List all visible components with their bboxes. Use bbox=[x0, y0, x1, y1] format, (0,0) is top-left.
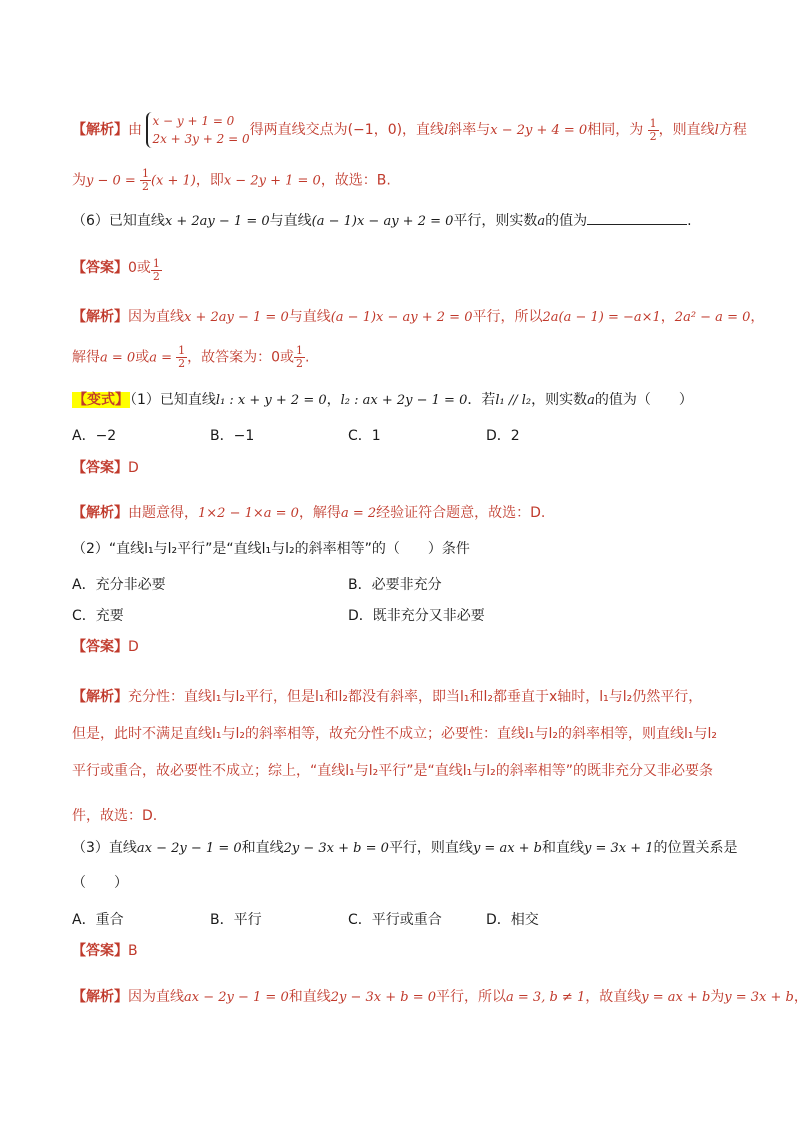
option-a[interactable]: A．重合 bbox=[72, 912, 124, 928]
jiexi-6-line-2: 解得a = 0或a = $\frac{1}{2}$ ，故答案为：0或 $\frac{1}{2}$ . bbox=[72, 344, 310, 370]
variant-3-jiexi: 【解析】因为直线ax − 2y − 1 = 0和直线2y − 3x + b = 0平行，所以a = 3, b ≠ 1，故直线y = ax + b为y = 3x + b， bbox=[72, 989, 808, 1005]
variant-3-answer: 【答案】B bbox=[72, 943, 138, 959]
variant-question-1: 【变式】（1）已知直线l₁ : x + y + 2 = 0，l₂ : ax + 2y − 1 = 0．若l₁ // l₂，则实数a的值为（ ） bbox=[73, 392, 693, 408]
variant-1-jiexi: 【解析】由题意得，1×2 − 1×a = 0，解得a = 2经验证符合题意，故选：D. bbox=[72, 505, 546, 521]
answer-blank bbox=[587, 210, 687, 225]
variant-question-2: （2）“直线l₁与l₂平行”是“直线l₁与l₂的斜率相等”的（ ）条件 bbox=[72, 541, 470, 557]
option-b[interactable]: B．−1 bbox=[210, 428, 255, 444]
option-d[interactable]: D．既非充分又非必要 bbox=[348, 608, 485, 624]
option-a[interactable]: A．充分非必要 bbox=[72, 577, 166, 593]
variant-2-options-row-2 bbox=[72, 606, 722, 626]
jiexi-block-1-line-1: 【解析】由 x − y + 1 = 0 2x + 3y + 2 = 0 得两直线交点为(−1，0)，直线l斜率与x − 2y + 4 = 0相同，为 $\frac{1}{2}$ ，则直线l方程 bbox=[72, 114, 747, 146]
option-d[interactable]: D．相交 bbox=[486, 912, 539, 928]
jiexi-6-line-1: 【解析】因为直线x + 2ay − 1 = 0与直线(a − 1)x − ay + 2 = 0平行，所以2a(a − 1) = −a×1，2a² − a = 0， bbox=[72, 309, 765, 325]
variant-3-options bbox=[72, 910, 722, 930]
equation-system: x − y + 1 = 0 2x + 3y + 2 = 0 bbox=[146, 112, 249, 148]
variant-2-jiexi-line-3: 平行或重合，故必要性不成立；综上，“直线l₁与l₂平行”是“直线l₁与l₂的斜率相等”的既非充分又非必要条 bbox=[72, 763, 714, 779]
option-d[interactable]: D．2 bbox=[486, 428, 520, 444]
option-b[interactable]: B．必要非充分 bbox=[348, 577, 442, 593]
variant-2-jiexi-line-2: 但是，此时不满足直线l₁与l₂的斜率相等，故充分性不成立；必要性：直线l₁与l₂的斜率相等，则直线l₁与l₂ bbox=[72, 726, 718, 742]
option-c[interactable]: C．1 bbox=[348, 428, 381, 444]
variant-1-answer: 【答案】D bbox=[72, 460, 139, 476]
variant-2-options-row-1 bbox=[72, 575, 722, 595]
variant-1-options bbox=[72, 426, 722, 446]
question-6: （6）已知直线x + 2ay − 1 = 0与直线(a − 1)x − ay + 2 = 0平行，则实数a的值为 . bbox=[72, 210, 692, 232]
option-a[interactable]: A．−2 bbox=[72, 428, 117, 444]
variant-2-jiexi-line-4: 件，故选：D. bbox=[72, 808, 158, 824]
option-c[interactable]: C．平行或重合 bbox=[348, 912, 442, 928]
variant-2-jiexi-line-1: 【解析】充分性：直线l₁与l₂平行，但是l₁和l₂都没有斜率，即当l₁和l₂都垂直于x轴时，l₁与l₂仍然平行， bbox=[72, 689, 703, 705]
fraction: $\frac{1}{2}$ bbox=[649, 116, 657, 143]
answer-6: 【答案】0或 $\frac{1}{2}$ bbox=[72, 257, 160, 283]
jiexi-label: 【解析】 bbox=[72, 122, 128, 138]
variant-2-answer: 【答案】D bbox=[72, 639, 139, 655]
option-c[interactable]: C．充要 bbox=[72, 608, 124, 624]
jiexi-block-1-line-2: 为y − 0 = $\frac{1}{2}$ (x + 1)，即x − 2y + 1 = 0，故选：B. bbox=[72, 167, 391, 193]
variant-label: 【变式】 bbox=[73, 392, 129, 408]
option-b[interactable]: B．平行 bbox=[210, 912, 262, 928]
variant-question-3: （3）直线ax − 2y − 1 = 0和直线2y − 3x + b = 0平行，则直线y = ax + b和直线y = 3x + 1的位置关系是 bbox=[72, 840, 738, 856]
variant-question-3-line-2: （ ） bbox=[72, 875, 128, 891]
